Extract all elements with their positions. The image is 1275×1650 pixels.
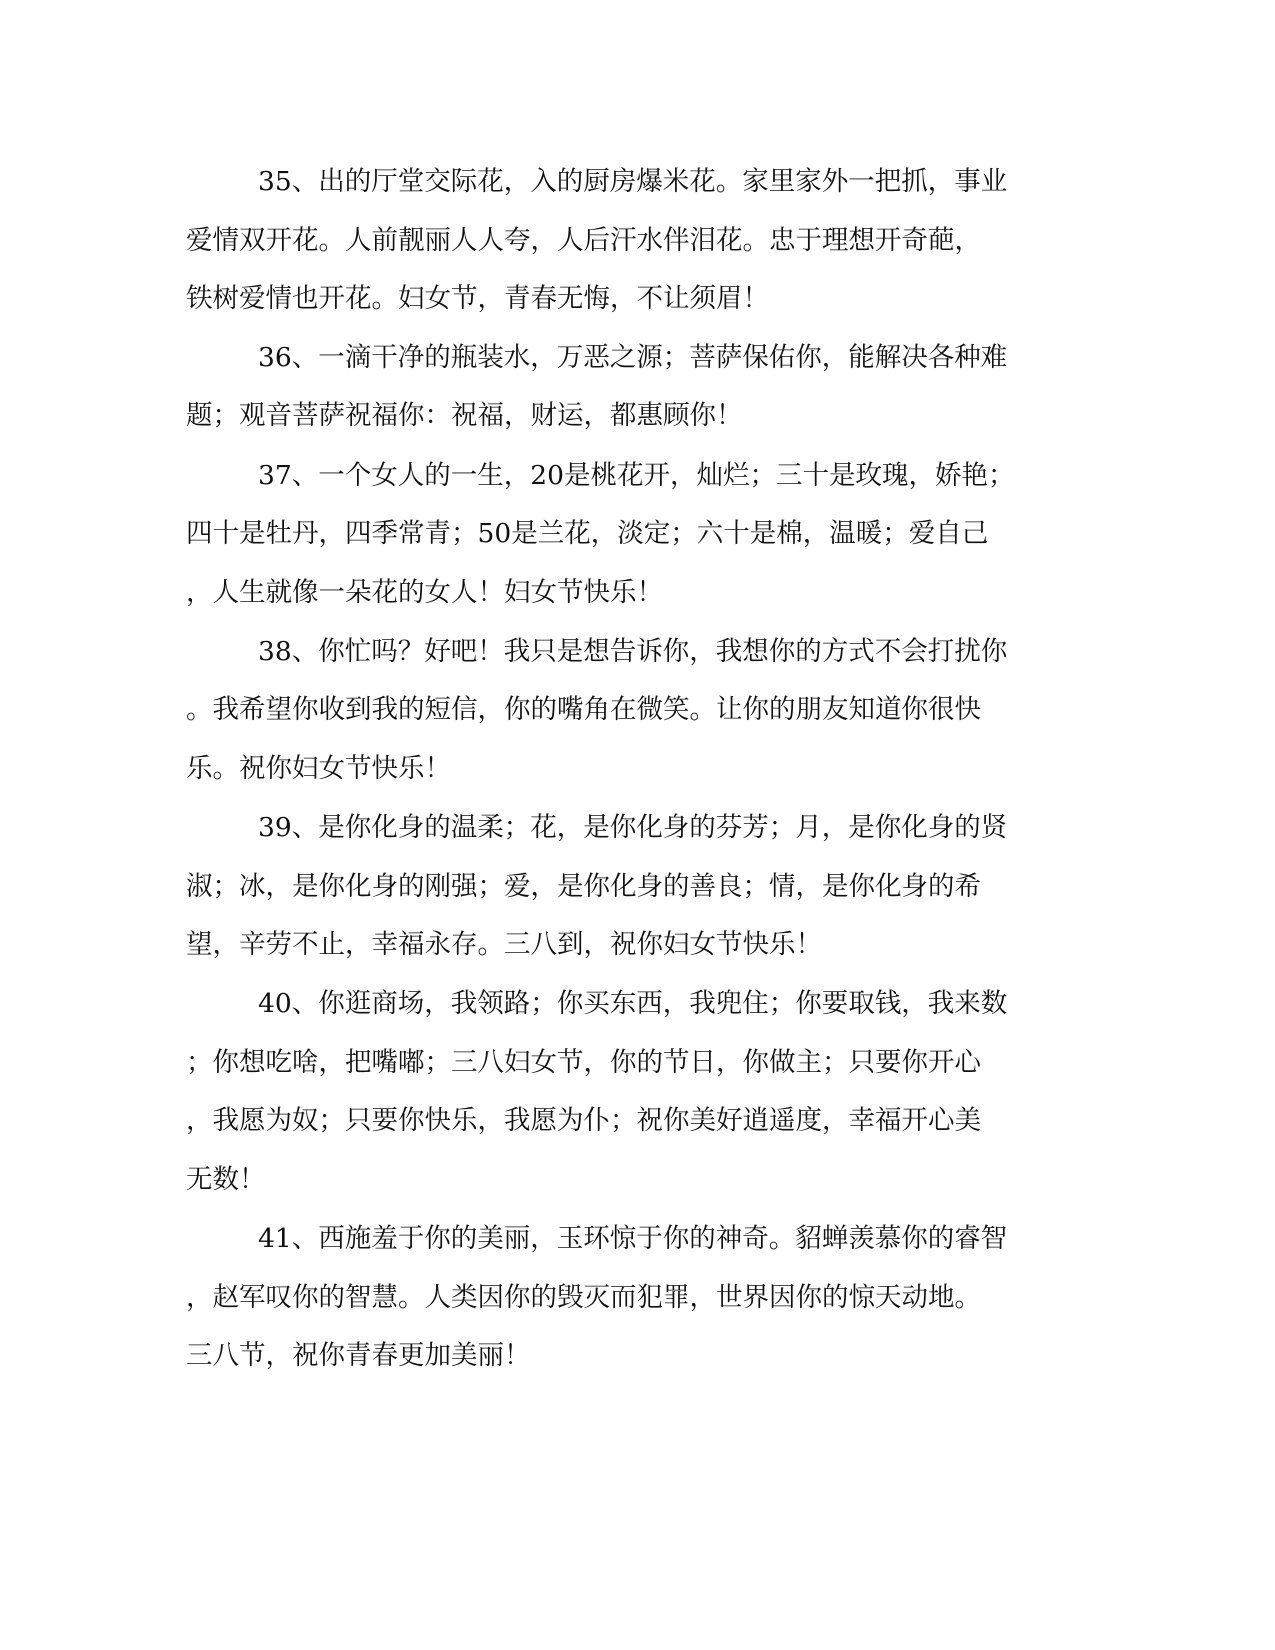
- paragraph-40-line-4: 无数！: [186, 1164, 266, 1195]
- paragraph-35-line-2: 爱情双开花。人前靓丽人人夸，人后汗水伴泪花。忠于理想开奇葩，: [186, 225, 981, 256]
- paragraph-36-line-1: 36、一滴干净的瓶装水，万恶之源；菩萨保佑你，能解决各种难: [258, 342, 1008, 373]
- paragraph-40-line-3: ，我愿为奴；只要你快乐，我愿为仆；祝你美好逍遥度，幸福开心美: [186, 1105, 981, 1136]
- paragraph-38-line-3: 乐。祝你妇女节快乐！: [186, 753, 451, 784]
- paragraph-37-line-1: 37、一个女人的一生，20是桃花开，灿烂；三十是玫瑰，娇艳；: [258, 460, 1015, 491]
- paragraph-35-line-3: 铁树爱情也开花。妇女节，青春无悔，不让须眉！: [186, 283, 769, 314]
- paragraph-37-line-2: 四十是牡丹，四季常青；50是兰花，淡定；六十是棉，温暖；爱自己: [186, 518, 989, 549]
- paragraph-40-line-1: 40、你逛商场，我领路；你买东西，我兜住；你要取钱，我来数: [258, 988, 1008, 1019]
- paragraph-39-line-3: 望，辛劳不止，幸福永存。三八到，祝你妇女节快乐！: [186, 929, 822, 960]
- paragraph-39-line-2: 淑；冰，是你化身的刚强；爱，是你化身的善良；情，是你化身的希: [186, 871, 981, 902]
- paragraph-36-line-2: 题；观音菩萨祝福你：祝福，财运，都惠顾你！: [186, 400, 743, 431]
- paragraph-41-line-2: ，赵军叹你的智慧。人类因你的毁灭而犯罪，世界因你的惊天动地。: [186, 1282, 981, 1313]
- paragraph-41-line-3: 三八节，祝你青春更加美丽！: [186, 1340, 531, 1371]
- paragraph-35-line-1: 35、出的厅堂交际花，入的厨房爆米花。家里家外一把抓，事业: [258, 166, 1008, 197]
- document-page: [186, 0, 1086, 1650]
- paragraph-38-line-2: 。我希望你收到我的短信，你的嘴角在微笑。让你的朋友知道你很快: [186, 694, 981, 725]
- paragraph-37-line-3: ，人生就像一朵花的女人！妇女节快乐！: [186, 577, 663, 608]
- paragraph-41-line-1: 41、西施羞于你的美丽，玉环惊于你的神奇。貂蝉羡慕你的睿智: [258, 1223, 1008, 1254]
- paragraph-39-line-1: 39、是你化身的温柔；花，是你化身的芬芳；月，是你化身的贤: [258, 812, 1008, 843]
- paragraph-38-line-1: 38、你忙吗？好吧！我只是想告诉你，我想你的方式不会打扰你: [258, 636, 1008, 667]
- paragraph-40-line-2: ；你想吃啥，把嘴嘟；三八妇女节，你的节日，你做主；只要你开心: [186, 1047, 981, 1078]
